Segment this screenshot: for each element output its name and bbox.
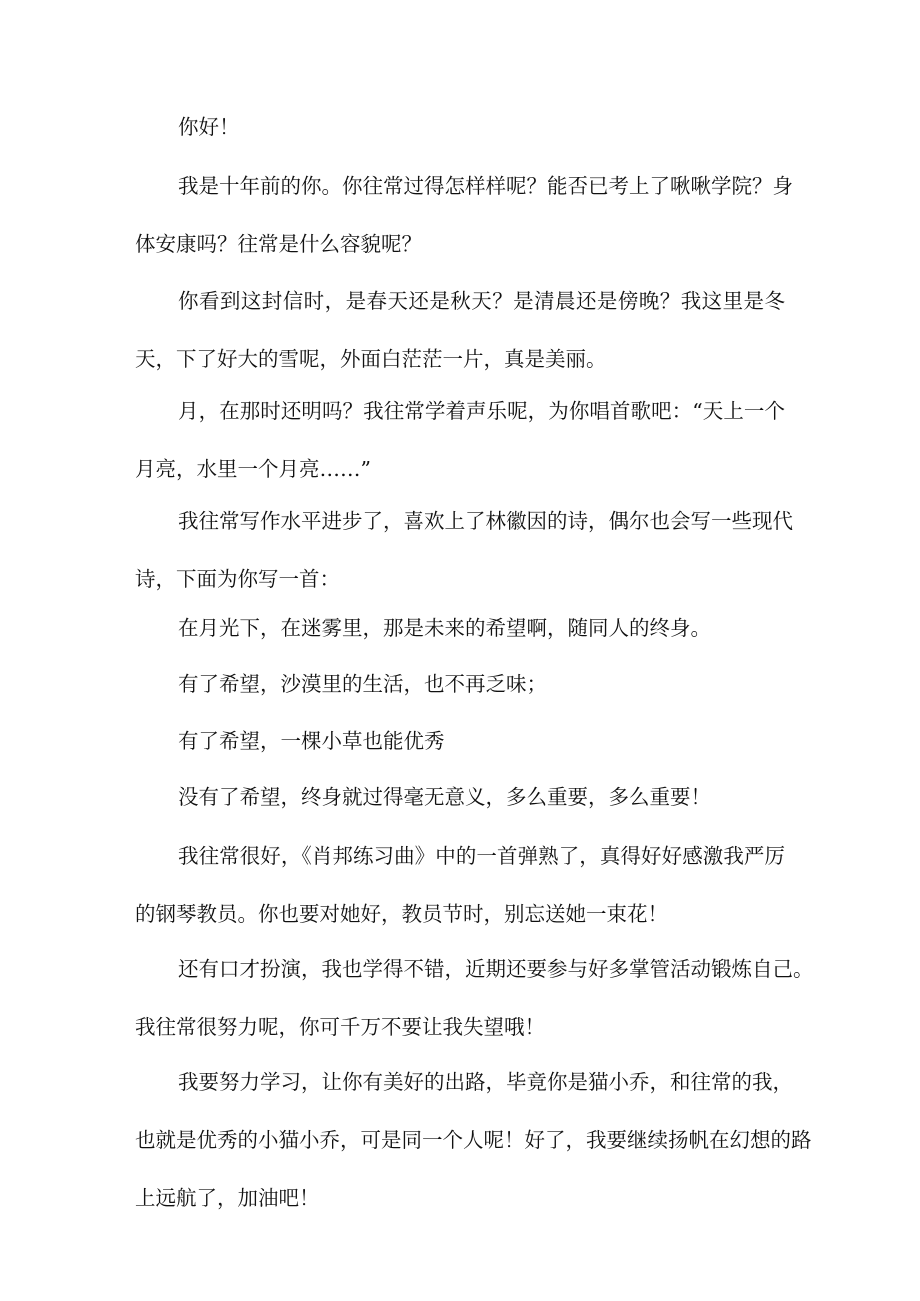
- paragraph-piano: [135, 827, 785, 943]
- text-line: 的钢琴教员。你也要对她好，教员节时，别忘送她一束花！: [135, 902, 668, 926]
- poem-line-3: [135, 712, 785, 770]
- paragraph-greeting: [135, 98, 785, 156]
- text-line: 天，下了好大的雪呢，外面白茫茫一片，真是美丽。: [135, 347, 607, 371]
- text-line: 诗，下面为你写一首：: [135, 567, 340, 591]
- paragraph-writing: [135, 492, 793, 608]
- paragraph-eloquence: [135, 940, 814, 1056]
- text-line: 体安康吗？往常是什么容貌呢？: [135, 232, 422, 256]
- text-line: 上远航了，加油吧！: [135, 1186, 320, 1210]
- paragraph-closing: [135, 1053, 812, 1227]
- text-line: 你看到这封信时，是春天还是秋天？是清晨还是傍晚？我这里是冬: [178, 289, 785, 313]
- text-line: 在月光下，在迷雾里，那是未来的希望啊，随同人的终身。: [178, 616, 711, 640]
- paragraph-moon: [135, 382, 785, 498]
- text-line: 月亮，水里一个月亮……”: [135, 457, 371, 481]
- text-line: 我是十年前的你。你往常过得怎样样呢？能否已考上了啾啾学院？身: [178, 174, 793, 198]
- text-line: 有了希望，沙漠里的生活，也不再乏味；: [178, 672, 547, 696]
- text-line: 我要努力学习，让你有美好的出路，毕竟你是猫小乔，和往常的我，: [178, 1070, 793, 1094]
- poem-line-4: [135, 768, 785, 826]
- text-line: 有了希望，一棵小草也能优秀: [178, 729, 445, 753]
- text-line: 还有口才扮演，我也学得不错，近期还要参与好多掌管活动锻炼自己。: [178, 957, 814, 981]
- paragraph-season: [135, 272, 785, 388]
- text-line: 我往常很努力呢，你可千万不要让我失望哦！: [135, 1015, 545, 1039]
- poem-line-2: [135, 655, 785, 713]
- poem-line-1: [135, 599, 785, 657]
- text-line: 我往常很好，《肖邦练习曲》中的一首弹熟了，真得好好感激我严厉: [178, 844, 785, 868]
- text-line: 也就是优秀的小猫小乔，可是同一个人呢！好了，我要继续扬帆在幻想的路: [135, 1128, 812, 1152]
- text-line: 你好！: [178, 115, 240, 139]
- paragraph-intro: [135, 157, 793, 273]
- text-line: 没有了希望，终身就过得毫无意义，多么重要，多么重要！: [178, 785, 711, 809]
- text-line: 月，在那时还明吗？我往常学着声乐呢，为你唱首歌吧：“天上一个: [178, 399, 785, 423]
- text-line: 我往常写作水平进步了，喜欢上了林徽因的诗，偶尔也会写一些现代: [178, 509, 793, 533]
